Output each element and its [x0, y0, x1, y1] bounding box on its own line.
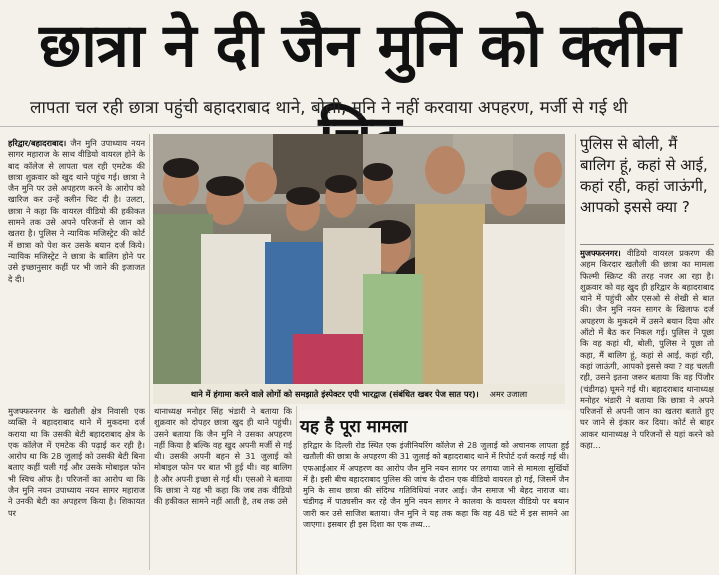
news-photo — [153, 134, 565, 384]
divider — [0, 126, 719, 127]
left-column-text: जैन मुनि उपाध्याय नयन सागर महाराज के साथ वीडियो वायरल होने के बाद कॉलेज से लापता चल रही एमटेक की छात्रा शुक्रवार को खुद थाने पहुंच गई। छात्रा ने जैन मुनि पर उसे अपहरण करने के आरोप को खारिज कर उन्हें क्लीन चिट दी है। उलटा, छात्रा ने कहा कि वायरल वीडियो की हकीकत सामने तक उसे अपने परिजनों से जान को खतरा है। पुलिस ने न्यायिक मजिस्ट्रेट की कोर्ट में छात्रा को पेश कर उसके बयान दर्ज किये। न्यायिक मजिस्ट्रेट ने छात्रा के बालिग होने पर उसे इच्छानुसार कहीं पर भी जाने की इजाजत दे दी। — [8, 138, 145, 284]
right-column — [580, 248, 714, 573]
photo-caption-text: थाने में हंगामा करने वाले लोगों को समझाते इंस्पेक्टर एपी भारद्वाज (संबंधित खबर पेज सात पर)। — [190, 389, 479, 399]
bottom-column-1: मुजफ्फरनगर के खतौली क्षेत्र निवासी एक व्यक्ति ने बहादराबाद थाने में मुकदमा दर्ज कराया था कि उसकी बेटी बहादराबाद क्षेत्र के एक कॉलेज में एमटेक की पढ़ाई कर रही है। आरोप था कि 28 जुलाई को उसकी बेटी बिना बताए कहीं चली गई और उसके मोबाइल फोन भी स्विच ऑफ है। परिजनों का आरोप था कि जैन मुनि नयन उपाध्याय नयन सागर महाराज ने उनकी बेटी का अपहरण किया है। शिकायत पर — [8, 406, 145, 518]
right-dateline: मुजफ्फरनगर। — [580, 248, 621, 258]
subheadline: लापता चल रही छात्रा पहुंची बहादराबाद थाने, बोली, मुनि ने नहीं करवाया अपहरण, मर्जी से गई थी — [30, 98, 628, 118]
column-divider — [149, 134, 150, 570]
photo-caption — [153, 384, 565, 404]
left-column — [8, 138, 145, 386]
story-heading: यह है पूरा मामला — [300, 417, 408, 437]
crowd-illustration — [153, 134, 565, 384]
bottom-column-2: थानाध्यक्ष मनोहर सिंह भंडारी ने बताया कि शुक्रवार को दोपहर छात्रा खुद ही थाने पहुंची। उसने बताया कि जैन मुनि ने उसका अपहरण नहीं किया है बल्कि वह खुद अपनी मर्जी से गई थी। उसकी अपनी बहन से 31 जुलाई को मोबाइल फोन पर बात भी हुई थी। वह बालिग है और अपनी इच्छा से गई थी। एसओ ने बताया कि छात्रा ने यह भी कहा कि जब तक वीडियो की हकीकत सामने नहीं आती है, तब तक उसे — [154, 406, 292, 507]
pull-quote: पुलिस से बोली, मैं बालिग हूं, कहां से आई, कहां रही, कहां जाऊंगी, आपको इससे क्या ? — [580, 135, 708, 216]
left-dateline: हरिद्वार/बहादराबाद। — [8, 138, 67, 148]
right-column-text: वीडियो वायरल प्रकरण की अहम किरदार खतौली की छात्रा का मामला फिल्मी स्क्रिप्ट की तरह नजर आ रहा है। शुक्रवार को वह खुद ही हरिद्वार के बहादराबाद थाने में पहुंची और एसओ से शेखी से बात की। जैन मुनि नयन सागर के खिलाफ दर्ज अपहरण के मुकदमे में उसने बयान दिया और ऑटो में बैठ कर निकल गई। पुलिस ने पूछा कि वह कहां थी, बोली, पुलिस ने पूछा तो कहा, मैं बालिग हूं, कहां से आई, कहां रही, कहां जाऊंगी, आपको इससे क्या ? वह चलती रही, उसने इतना जरूर बताया कि वह पिंजौर (चंडीगढ़) घूमने गई थी। बहादराबाद थानाध्यक्ष मनोहर भंडारी ने बताया कि छात्रा ने अपने परिजनों से अपनी जान का खतरा बताते हुए घर जाने से इंकार कर दिया। कोर्ट से बाहर आकर थानाध्यक्ष ने परिजनों से यहां करने को कहा... — [580, 248, 714, 451]
column-divider — [575, 134, 576, 574]
photo-credit: अमर उजाला — [489, 389, 528, 399]
headline: छात्रा ने दी जैन मुनि को क्लीन — [39, 11, 680, 81]
quote-divider — [580, 244, 714, 245]
column-divider — [296, 406, 297, 574]
story-text: हरिद्वार के दिल्ली रोड स्थित एक इंजीनियरिंग कॉलेज से 28 जुलाई को अचानक लापता हुई खतौली की छात्रा के अपहरण की 31 जुलाई को बहादराबाद थाने में रिपोर्ट दर्ज कराई गई थी। एफआईआर में अपहरण का आरोप जैन मुनि नयन सागर पर लगाया जाने से मामला सुर्खियों में है। इसी बीच बहादराबाद पुलिस की जांच के दौरान एक वीडियो वायरल हो गई, जिसमें जैन मुनि के साथ छात्रा की संदिग्ध गतिविधियां नजर आई। जैन समाज भी बेहद नाराज था। चंडीगढ़ में पाठ्यसीन कर रहे जैन मुनि नयन सागर ने कालवा के वायरल वीडियो पर बयान जारी कर उसे साजिश बताया। जैन मुनि ने यह तक कहा कि वह 48 घंटे में इस सामने आ जाएगा। इसबार ही इस दिशा का एक तथ्य... — [303, 441, 569, 530]
